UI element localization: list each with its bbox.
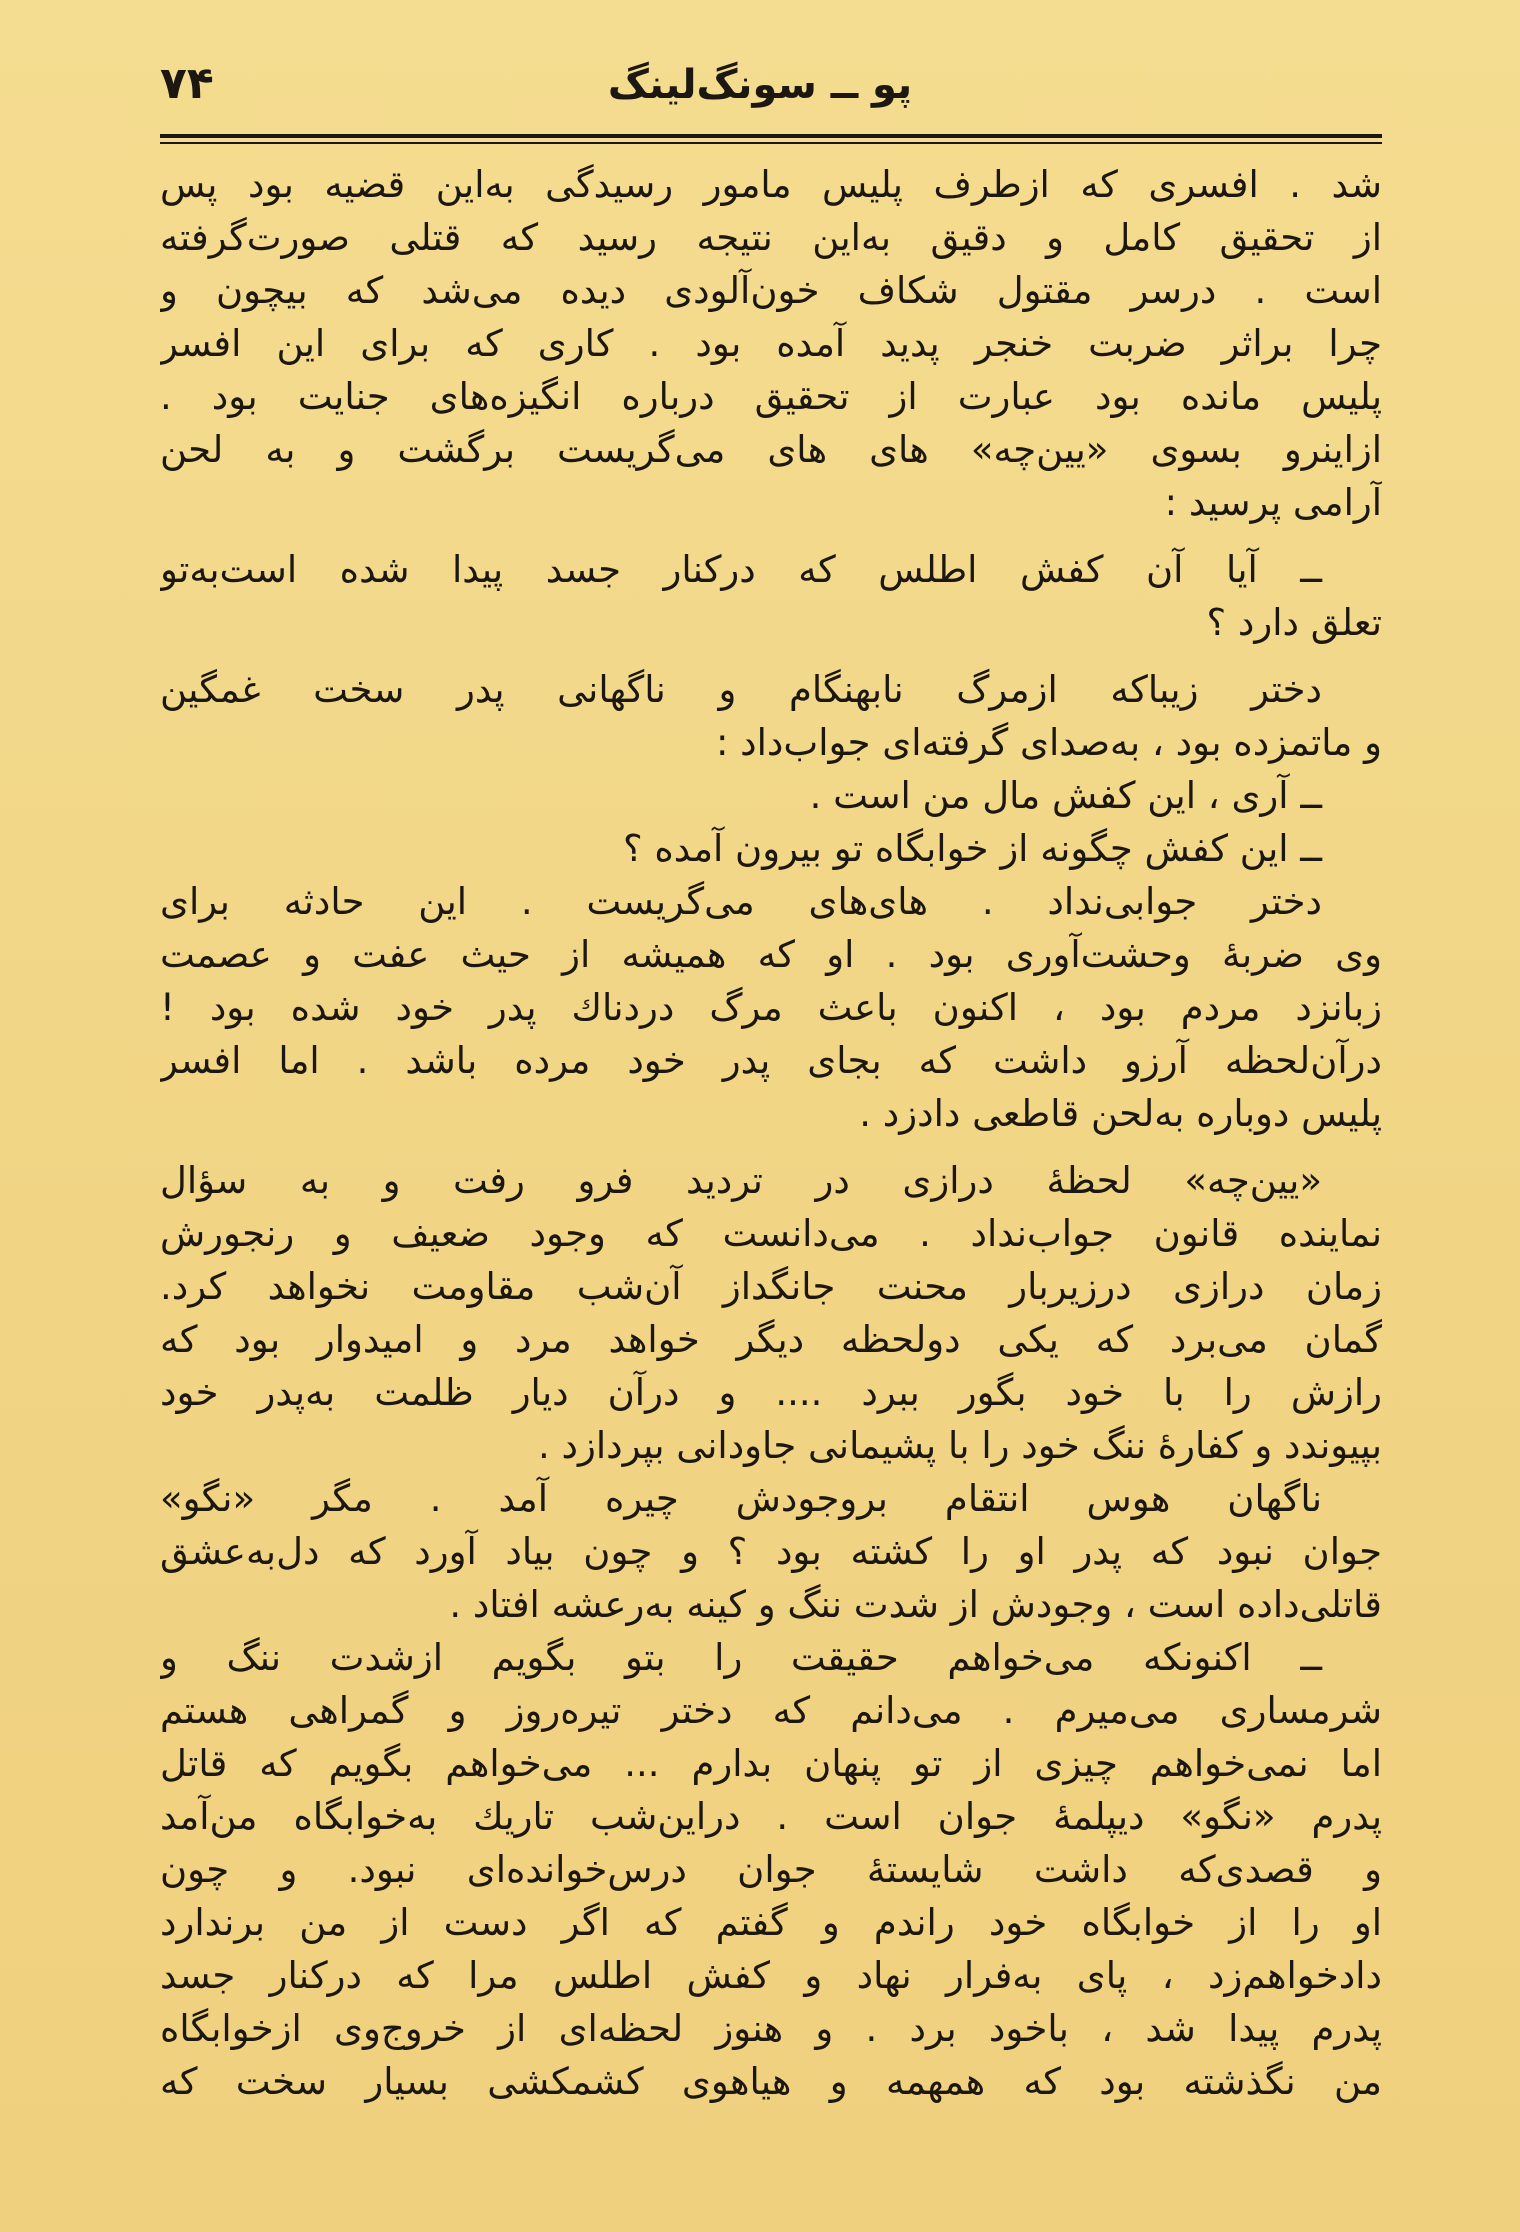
body-text bbox=[160, 158, 1382, 2108]
text-line: دختر جوابی‌نداد . های‌های می‌گریست . این حادثه برای bbox=[160, 880, 1322, 923]
text-line: است . درسر مقتول شکاف خون‌آلودی دیده می‌شد که بیچون و bbox=[160, 269, 1382, 312]
text-line: من نگذشته بود که همهمه و هیاهوی کشمکشی بسیار سخت که bbox=[160, 2060, 1382, 2103]
text-line: دادخواهم‌زد ، پای به‌فرار نهاد و کفش اطلس مرا که درکنار جسد bbox=[160, 1954, 1382, 1997]
running-title: پو ــ سونگ‌لینگ bbox=[607, 62, 913, 108]
text-line: ازاینرو بسوی «یین‌چه» های های می‌گریست برگشت و به لحن bbox=[160, 428, 1382, 471]
text-line: زمان درازی درزیربار محنت جانگداز آن‌شب مقاومت نخواهد کرد. bbox=[160, 1265, 1382, 1308]
text-line: زبانزد مردم بود ، اکنون باعث مرگ دردناك پدر خود شده بود ! bbox=[160, 986, 1382, 1029]
text-line: «یین‌چه» لحظهٔ درازی در تردید فرو رفت و به سؤال bbox=[160, 1159, 1322, 1202]
text-line: پلیس دوباره به‌لحن قاطعی دادزد . bbox=[859, 1092, 1382, 1135]
text-line: تعلق دارد ؟ bbox=[1206, 601, 1382, 644]
text-line: پلیس مانده بود عبارت از تحقیق درباره انگیزه‌های جنایت بود . bbox=[160, 375, 1382, 418]
text-line: درآن‌لحظه آرزو داشت که بجای پدر خود مرده باشد . اما افسر bbox=[160, 1039, 1382, 1082]
text-line: رازش را با خود بگور ببرد .... و درآن دیار ظلمت به‌پدر خود bbox=[160, 1371, 1382, 1414]
text-line: دختر زیباکه ازمرگ نابهنگام و ناگهانی پدر سخت غمگین bbox=[160, 668, 1322, 711]
text-line: آرامی پرسید : bbox=[1164, 481, 1382, 524]
text-line: ــ این کفش چگونه از خوابگاه تو بیرون آمده ؟ bbox=[622, 827, 1322, 870]
text-line: پدرم پیدا شد ، باخود برد . و هنوز لحظه‌ای از خروج‌وی ازخوابگاه bbox=[160, 2007, 1382, 2050]
text-line: چرا براثر ضربت خنجر پدید آمده بود . کاری که برای این افسر bbox=[160, 322, 1382, 365]
text-line: اما نمی‌خواهم چیزی از تو پنهان بدارم ... می‌خواهم بگویم که قاتل bbox=[160, 1742, 1382, 1785]
text-line: و ماتمزده بود ، به‌صدای گرفته‌ای جواب‌داد : bbox=[715, 721, 1382, 764]
text-line: ــ آیا آن کفش اطلس که درکنار جسد پیدا شده است‌به‌تو bbox=[160, 548, 1322, 591]
text-line: نماینده قانون جواب‌نداد . می‌دانست که وجود ضعیف و رنجورش bbox=[160, 1212, 1382, 1255]
text-line: ــ آری ، این کفش مال من است . bbox=[809, 774, 1322, 817]
text-line: شرمساری می‌میرم . می‌دانم که دختر تیره‌روز و گمراهی هستم bbox=[160, 1689, 1382, 1732]
text-line: از تحقیق کامل و دقیق به‌این نتیجه رسید که قتلی صورت‌گرفته bbox=[160, 216, 1382, 259]
text-line: جوان نبود که پدر او را کشته بود ؟ و چون بیاد آورد که دل‌به‌عشق bbox=[160, 1530, 1382, 1573]
page-number: ۷۴ bbox=[160, 58, 214, 109]
text-line: و قصدی‌که داشت شایستهٔ جوان درس‌خوانده‌ای نبود. و چون bbox=[160, 1848, 1382, 1891]
text-line: بپیوندد و کفارهٔ ننگ خود را با پشیمانی جاودانی بپردازد . bbox=[538, 1424, 1382, 1467]
text-line: پدرم «نگو» دیپلمهٔ جوان است . دراین‌شب تاریك به‌خوابگاه من‌آمد bbox=[160, 1795, 1382, 1838]
text-line: شد . افسری که ازطرف پلیس مامور رسیدگی به‌این قضیه بود پس bbox=[160, 163, 1382, 206]
text-line: وی ضربهٔ وحشت‌آوری بود . او که همیشه از حیث عفت و عصمت bbox=[160, 933, 1382, 976]
text-line: ناگهان هوس انتقام بروجودش چیره آمد . مگر «نگو» bbox=[160, 1477, 1322, 1520]
text-line: گمان می‌برد که یکی دولحظه دیگر خواهد مرد و امیدوار بود که bbox=[160, 1318, 1382, 1361]
text-line: ــ اکنونکه می‌خواهم حقیقت را بتو بگویم ازشدت ننگ و bbox=[160, 1636, 1322, 1679]
text-line: قاتلی‌داده است ، وجودش از شدت ننگ و کینه به‌رعشه افتاد . bbox=[449, 1583, 1382, 1626]
text-line: او را از خوابگاه خود راندم و گفتم که اگر دست از من برندارد bbox=[160, 1901, 1382, 1944]
header-rule bbox=[160, 134, 1382, 144]
